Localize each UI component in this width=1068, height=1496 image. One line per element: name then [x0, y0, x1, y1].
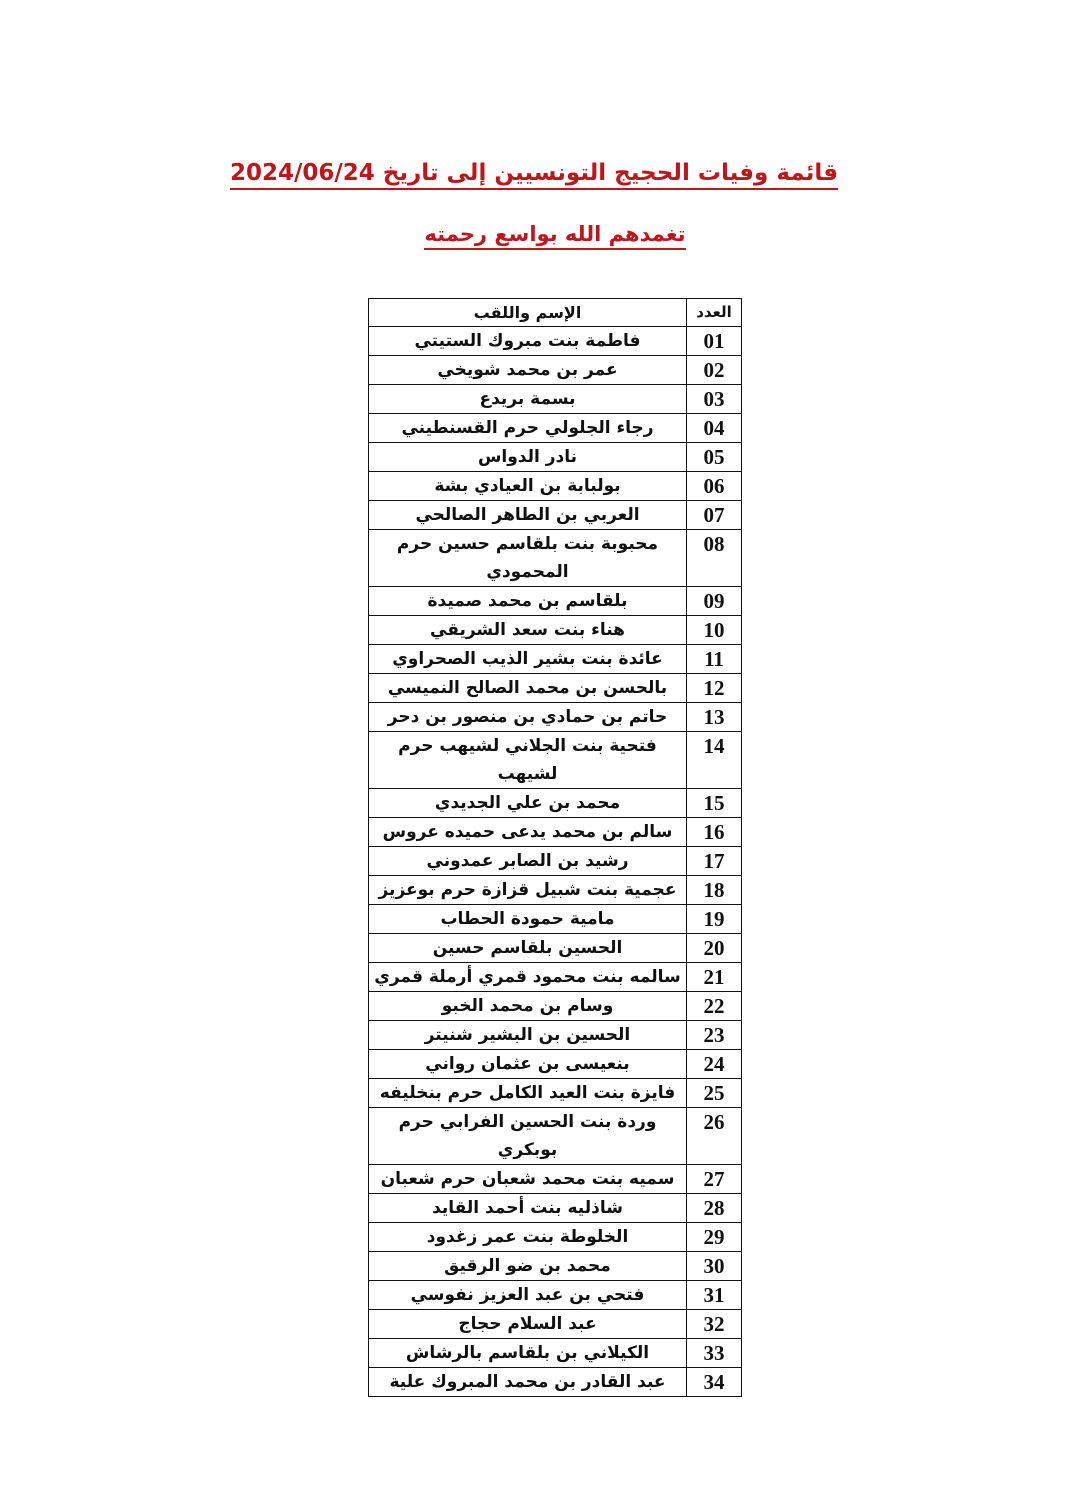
row-name: عبد القادر بن محمد المبروك علية — [369, 1368, 687, 1397]
row-name: نادر الدواس — [369, 443, 687, 472]
row-name: عمر بن محمد شويخي — [369, 356, 687, 385]
row-number: 32 — [687, 1310, 742, 1339]
table-row — [369, 1021, 742, 1050]
table-row — [369, 732, 742, 789]
row-number: 13 — [687, 703, 742, 732]
page-title-text: قائمة وفيات الحجيج التونسيين إلى تاريخ 2024/06/24 — [230, 160, 838, 190]
row-name: مامية حمودة الحطاب — [369, 905, 687, 934]
row-number: 21 — [687, 963, 742, 992]
table-row — [369, 414, 742, 443]
row-name: فايزة بنت العيد الكامل حرم بنخليفه — [369, 1079, 687, 1108]
row-name: وردة بنت الحسين الفرابي حرم بوبكري — [369, 1108, 687, 1165]
row-number: 07 — [687, 501, 742, 530]
row-name: الحسين بلقاسم حسين — [369, 934, 687, 963]
table-row — [369, 530, 742, 587]
row-name: محمد بن ضو الرقيق — [369, 1252, 687, 1281]
row-number: 10 — [687, 616, 742, 645]
row-number: 31 — [687, 1281, 742, 1310]
table-row — [369, 1194, 742, 1223]
table-header-row — [369, 299, 742, 327]
row-name: سالم بن محمد يدعى حميده عروس — [369, 818, 687, 847]
row-number: 26 — [687, 1108, 742, 1165]
table-row — [369, 703, 742, 732]
row-name: هناء بنت سعد الشريقي — [369, 616, 687, 645]
table-row — [369, 356, 742, 385]
row-number: 14 — [687, 732, 742, 789]
row-number: 25 — [687, 1079, 742, 1108]
row-name: بالحسن بن محمد الصالح النميسي — [369, 674, 687, 703]
table-row — [369, 1281, 742, 1310]
table-row — [369, 818, 742, 847]
table-row — [369, 1050, 742, 1079]
table-row — [369, 645, 742, 674]
row-name: محمد بن علي الجديدي — [369, 789, 687, 818]
row-number: 04 — [687, 414, 742, 443]
row-number: 20 — [687, 934, 742, 963]
table-row — [369, 789, 742, 818]
row-name: الكيلاني بن بلقاسم بالرشاش — [369, 1339, 687, 1368]
table-row — [369, 674, 742, 703]
table-row — [369, 963, 742, 992]
row-name: حاتم بن حمادي بن منصور بن دحر — [369, 703, 687, 732]
table-row — [369, 934, 742, 963]
row-number: 06 — [687, 472, 742, 501]
row-name: عائدة بنت بشير الذيب الصحراوي — [369, 645, 687, 674]
header-number: العدد — [687, 299, 742, 327]
row-number: 02 — [687, 356, 742, 385]
row-number: 23 — [687, 1021, 742, 1050]
table-row — [369, 1339, 742, 1368]
table-row — [369, 905, 742, 934]
row-number: 16 — [687, 818, 742, 847]
page-subtitle — [0, 222, 1068, 246]
row-name: بلقاسم بن محمد صميدة — [369, 587, 687, 616]
row-number: 29 — [687, 1223, 742, 1252]
table-row — [369, 1368, 742, 1397]
table-row — [369, 847, 742, 876]
table-row — [369, 992, 742, 1021]
page-subtitle-text: تغمدهم الله بواسع رحمته — [424, 222, 685, 250]
row-name: شاذليه بنت أحمد القايد — [369, 1194, 687, 1223]
row-number: 01 — [687, 327, 742, 356]
row-name: عجمية بنت شبيل قزازة حرم بوعزيز — [369, 876, 687, 905]
deaths-table — [368, 298, 742, 1397]
table-row — [369, 876, 742, 905]
table-row — [369, 385, 742, 414]
table-row — [369, 1223, 742, 1252]
row-name: العربي بن الطاهر الصالحي — [369, 501, 687, 530]
row-number: 12 — [687, 674, 742, 703]
row-number: 27 — [687, 1165, 742, 1194]
row-number: 11 — [687, 645, 742, 674]
row-number: 15 — [687, 789, 742, 818]
row-number: 19 — [687, 905, 742, 934]
row-number: 34 — [687, 1368, 742, 1397]
table-row — [369, 501, 742, 530]
table-row — [369, 443, 742, 472]
row-name: بولبابة بن العيادي بشة — [369, 472, 687, 501]
table-row — [369, 587, 742, 616]
table-row — [369, 1252, 742, 1281]
row-name: الخلوطة بنت عمر زغدود — [369, 1223, 687, 1252]
table-row — [369, 472, 742, 501]
row-number: 30 — [687, 1252, 742, 1281]
row-name: رجاء الجلولي حرم القسنطيني — [369, 414, 687, 443]
row-number: 08 — [687, 530, 742, 587]
table-row — [369, 616, 742, 645]
table-row — [369, 1310, 742, 1339]
row-number: 33 — [687, 1339, 742, 1368]
row-number: 03 — [687, 385, 742, 414]
row-name: فتحي بن عبد العزيز نفوسي — [369, 1281, 687, 1310]
row-number: 17 — [687, 847, 742, 876]
row-number: 22 — [687, 992, 742, 1021]
row-number: 24 — [687, 1050, 742, 1079]
page-title — [0, 160, 1068, 186]
row-name: فتحية بنت الجلاني لشيهب حرم لشيهب — [369, 732, 687, 789]
table-row — [369, 1079, 742, 1108]
row-name: محبوبة بنت بلقاسم حسين حرم المحمودي — [369, 530, 687, 587]
row-number: 05 — [687, 443, 742, 472]
row-name: عبد السلام حجاج — [369, 1310, 687, 1339]
row-name: الحسين بن البشير شنيتر — [369, 1021, 687, 1050]
row-name: بسمة بريدع — [369, 385, 687, 414]
row-name: سميه بنت محمد شعبان حرم شعبان — [369, 1165, 687, 1194]
row-number: 28 — [687, 1194, 742, 1223]
table-body — [369, 327, 742, 1397]
row-number: 18 — [687, 876, 742, 905]
row-name: سالمه بنت محمود قمري أرملة قمري — [369, 963, 687, 992]
row-name: بنعيسى بن عثمان رواني — [369, 1050, 687, 1079]
table-row — [369, 1165, 742, 1194]
header-name: الإسم واللقب — [369, 299, 687, 327]
row-number: 09 — [687, 587, 742, 616]
row-name: وسام بن محمد الخبو — [369, 992, 687, 1021]
table-row — [369, 327, 742, 356]
row-name: رشيد بن الصابر عمدوني — [369, 847, 687, 876]
table-row — [369, 1108, 742, 1165]
row-name: فاطمة بنت مبروك الستيتي — [369, 327, 687, 356]
